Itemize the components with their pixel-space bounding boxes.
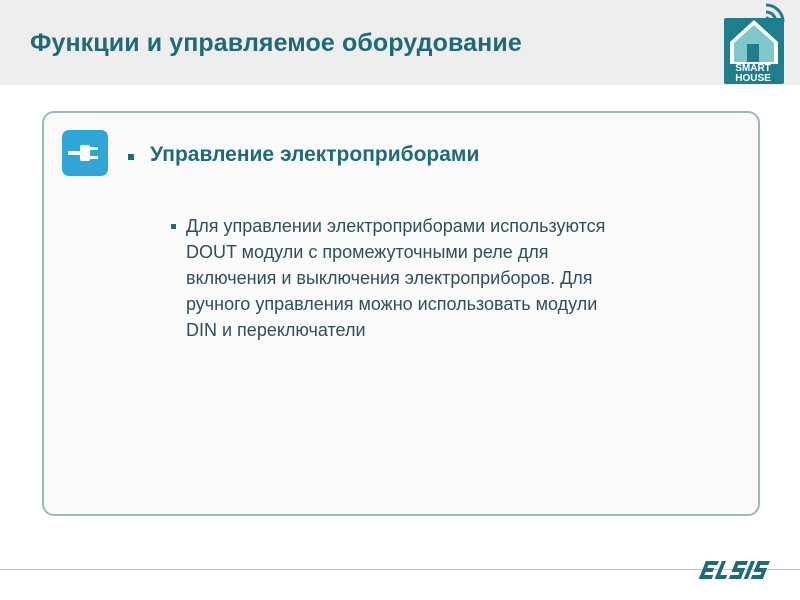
logo-line-smart: SMART [735, 63, 771, 74]
body-line: Для управлении электроприборами используются [186, 216, 606, 236]
body-paragraph [186, 213, 726, 343]
body-line: ручного управления можно использовать модули [186, 294, 598, 314]
logo-line-house: HOUSE [735, 73, 771, 84]
body-line: DIN и переключатели [186, 320, 366, 340]
power-plug-icon [62, 130, 108, 176]
smart-house-logo-text [720, 64, 786, 84]
bullet-square [171, 224, 176, 229]
section-heading: Управление электроприборами [150, 143, 480, 166]
page-title: Функции и управляемое оборудование [30, 29, 522, 57]
elsis-logo [690, 556, 782, 584]
plug-tile [62, 130, 108, 176]
body-line: включения и выключения электроприборов. Для [186, 268, 593, 288]
body-line: DOUT модули с промежуточными реле для [186, 242, 549, 262]
footer-divider [0, 569, 800, 570]
bullet-square [128, 154, 134, 160]
